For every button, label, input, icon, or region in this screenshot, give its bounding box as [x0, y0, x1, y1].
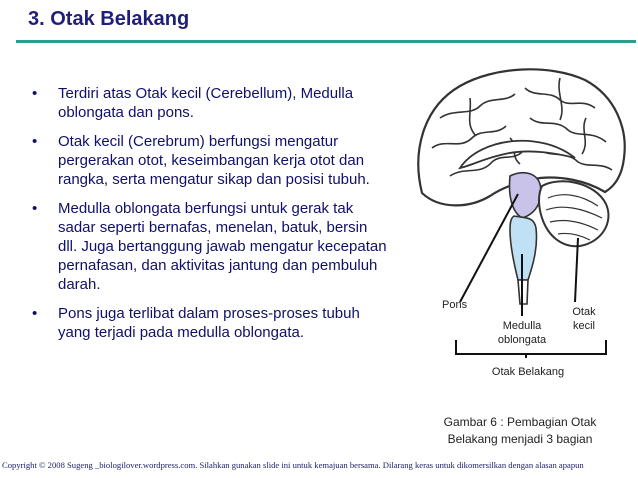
bullet-icon: • — [32, 200, 38, 217]
bullet-text: Otak kecil (Cerebrum) berfungsi mengatur pergerakan otot, keseimbangan kerja otot dan rangka, serta mengatur sikap dan posisi tubuh. — [58, 133, 370, 188]
figure-caption — [420, 414, 620, 448]
pons-region — [510, 173, 542, 218]
bullet-text: Medulla oblongata berfungsi untuk gerak tak sadar seperti bernafas, menelan, batuk, bersin dll. Juga bertanggung jawab mengatur kecepatan pernafasan, dan aktivitas jantung dan pembuluh darah. — [58, 200, 387, 293]
bullet-text: Pons juga terlibat dalam proses-proses tubuh yang terjadi pada medulla oblongata. — [58, 305, 360, 341]
bullet-icon: • — [32, 305, 38, 322]
caption-line1: Gambar 6 : Pembagian Otak — [443, 415, 597, 429]
label-otak-kecil-line1: Otak — [572, 306, 596, 318]
title-divider — [16, 40, 636, 43]
label-medulla-line1: Medulla — [502, 320, 542, 332]
bullet-icon: • — [32, 85, 38, 102]
bullet-item — [22, 84, 390, 122]
caption-line2: Belakang menjadi 3 bagian — [447, 432, 593, 446]
label-otak-kecil-line2: kecil — [572, 320, 595, 332]
bullet-item — [22, 199, 390, 294]
bullet-list — [22, 84, 390, 352]
label-otak-belakang: Otak Belakang — [491, 366, 565, 378]
cerebellum-region — [539, 181, 608, 246]
label-medulla-line2: oblongata — [497, 334, 547, 346]
label-pons: Pons — [442, 299, 468, 311]
bullet-item — [22, 132, 390, 189]
bullet-item — [22, 304, 390, 342]
bullet-text: Terdiri atas Otak kecil (Cerebellum), Medulla oblongata dan pons. — [58, 85, 354, 121]
copyright-footer: Copyright © 2008 Sugeng _biologilover.wordpress.com. Silahkan gunakan slide ini untuk kemajuan bersama. Dilarang keras untuk dikomersilkan dengan alasan apapun — [2, 460, 584, 470]
bullet-icon: • — [32, 133, 38, 150]
slide-title: 3. Otak Belakang — [28, 8, 190, 30]
medulla-region — [510, 216, 537, 280]
